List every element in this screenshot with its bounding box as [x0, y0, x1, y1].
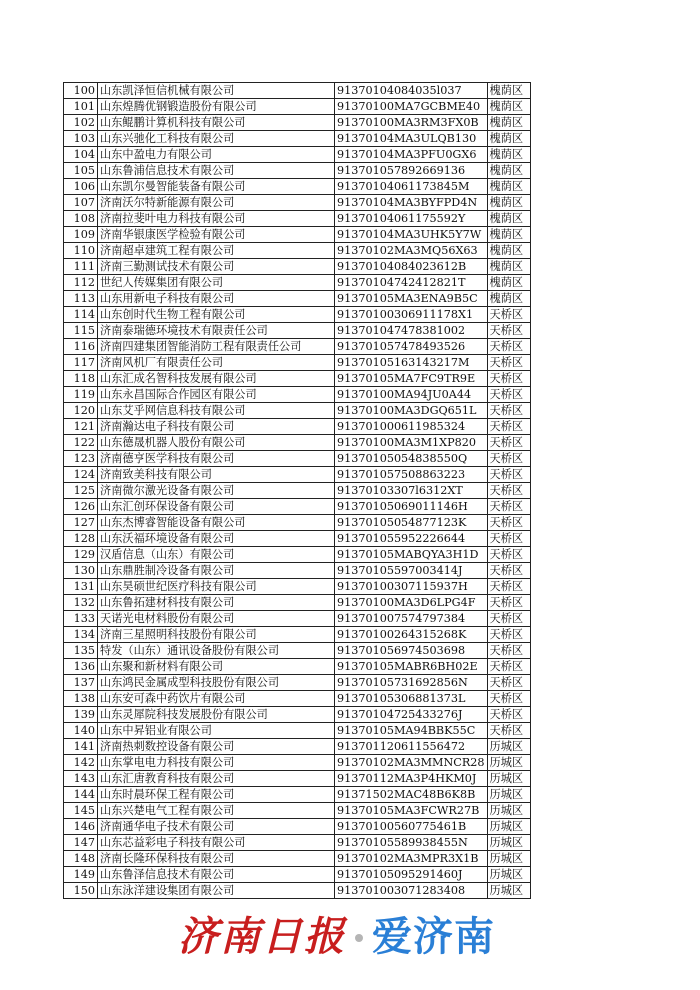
- credit-code: 913701057892669136: [335, 163, 488, 179]
- company-name: 山东中昇铝业有限公司: [98, 723, 335, 739]
- row-number: 101: [64, 99, 98, 115]
- row-number: 143: [64, 771, 98, 787]
- credit-code: 91370100MA94JU0A44: [335, 387, 488, 403]
- table-row: [64, 451, 531, 467]
- row-number: 149: [64, 867, 98, 883]
- row-number: 127: [64, 515, 98, 531]
- company-name: 济南微尔激光设备有限公司: [98, 483, 335, 499]
- row-number: 106: [64, 179, 98, 195]
- credit-code: 913701120611556472: [335, 739, 488, 755]
- district: 历城区: [487, 755, 530, 771]
- table-row: [64, 195, 531, 211]
- credit-code: 91370105589938455N: [335, 835, 488, 851]
- table-row: [64, 259, 531, 275]
- credit-code: 913701007574797384: [335, 611, 488, 627]
- company-name: 山东灵犀院科技发展股份有限公司: [98, 707, 335, 723]
- table-row: [64, 739, 531, 755]
- company-name: 汉盾信息（山东）有限公司: [98, 547, 335, 563]
- row-number: 134: [64, 627, 98, 643]
- row-number: 128: [64, 531, 98, 547]
- credit-code: 91370104MA3BYFPD4N: [335, 195, 488, 211]
- credit-code: 91370100MA3M1XP820: [335, 435, 488, 451]
- row-number: 145: [64, 803, 98, 819]
- credit-code: 91370100264315268K: [335, 627, 488, 643]
- district: 槐荫区: [487, 83, 530, 99]
- company-name: 山东兴驰化工科技有限公司: [98, 131, 335, 147]
- table-row: [64, 131, 531, 147]
- district: 天桥区: [487, 403, 530, 419]
- row-number: 147: [64, 835, 98, 851]
- credit-code: 913701057478493526: [335, 339, 488, 355]
- district: 槐荫区: [487, 259, 530, 275]
- row-number: 121: [64, 419, 98, 435]
- row-number: 137: [64, 675, 98, 691]
- credit-code: 91370102MA3MMNCR28: [335, 755, 488, 771]
- row-number: 117: [64, 355, 98, 371]
- district: 历城区: [487, 867, 530, 883]
- credit-code: 91370103307l6312XT: [335, 483, 488, 499]
- company-name: 山东德晟机器人股份有限公司: [98, 435, 335, 451]
- company-name: 特发（山东）通讯设备股份有限公司: [98, 643, 335, 659]
- company-name: 济南华银康医学检验有限公司: [98, 227, 335, 243]
- district: 天桥区: [487, 499, 530, 515]
- row-number: 124: [64, 467, 98, 483]
- company-name: 山东鸿民金属成型科技股份有限公司: [98, 675, 335, 691]
- credit-code: 91370105MA94BBK55C: [335, 723, 488, 739]
- district: 天桥区: [487, 387, 530, 403]
- company-name: 济南通华电子技术有限公司: [98, 819, 335, 835]
- company-name: 山东凯尔曼智能装备有限公司: [98, 179, 335, 195]
- company-name: 山东聚和新材料有限公司: [98, 659, 335, 675]
- company-name: 山东沃福环境设备有限公司: [98, 531, 335, 547]
- row-number: 123: [64, 451, 98, 467]
- district: 天桥区: [487, 483, 530, 499]
- table-row: [64, 483, 531, 499]
- row-number: 110: [64, 243, 98, 259]
- credit-code: 91370100560775461B: [335, 819, 488, 835]
- company-name: 世纪人传媒集团有限公司: [98, 275, 335, 291]
- company-name: 济南超卓建筑工程有限公司: [98, 243, 335, 259]
- credit-code: 91370105069011146H: [335, 499, 488, 515]
- table-row: [64, 307, 531, 323]
- credit-code: 91370112MA3P4HKM0J: [335, 771, 488, 787]
- company-name: 济南致美科技有限公司: [98, 467, 335, 483]
- credit-code: 91370104061173845M: [335, 179, 488, 195]
- credit-code: 91370105095291460J: [335, 867, 488, 883]
- district: 天桥区: [487, 467, 530, 483]
- district: 槐荫区: [487, 195, 530, 211]
- ai-jinan-logo: 爱济南: [372, 913, 495, 960]
- company-name: 济南长隆环保科技有限公司: [98, 851, 335, 867]
- credit-code: 91370105054877123K: [335, 515, 488, 531]
- table-row: [64, 835, 531, 851]
- table-row: [64, 275, 531, 291]
- credit-code: 913701003071283408: [335, 883, 488, 899]
- company-name: 山东掌电电力科技有限公司: [98, 755, 335, 771]
- row-number: 116: [64, 339, 98, 355]
- credit-code: 91370100306911178X1: [335, 307, 488, 323]
- row-number: 120: [64, 403, 98, 419]
- table-row: [64, 291, 531, 307]
- district: 天桥区: [487, 627, 530, 643]
- company-name: 山东芯益彩电子科技有限公司: [98, 835, 335, 851]
- table-row: [64, 771, 531, 787]
- district: 槐荫区: [487, 243, 530, 259]
- table-row: [64, 147, 531, 163]
- row-number: 135: [64, 643, 98, 659]
- table-row: [64, 627, 531, 643]
- district: 天桥区: [487, 355, 530, 371]
- table-row: [64, 163, 531, 179]
- table-row: [64, 675, 531, 691]
- company-name: 山东鲁浦信息技术有限公司: [98, 163, 335, 179]
- table-row: [64, 723, 531, 739]
- credit-code: 91370105597003414J: [335, 563, 488, 579]
- table-row: [64, 515, 531, 531]
- district: 槐荫区: [487, 163, 530, 179]
- table-row: [64, 467, 531, 483]
- credit-code: 913701047478381002: [335, 323, 488, 339]
- row-number: 113: [64, 291, 98, 307]
- district: 历城区: [487, 835, 530, 851]
- row-number: 142: [64, 755, 98, 771]
- company-name: 山东煌腾优钢锻造股份有限公司: [98, 99, 335, 115]
- district: 槐荫区: [487, 99, 530, 115]
- company-name: 山东泳洋建设集团有限公司: [98, 883, 335, 899]
- credit-code: 91370105MABR6BH02E: [335, 659, 488, 675]
- row-number: 100: [64, 83, 98, 99]
- jinan-daily-logo: 济南日报: [178, 912, 346, 960]
- company-name: 济南拉斐叶电力科技有限公司: [98, 211, 335, 227]
- company-name: 山东创时代生物工程有限公司: [98, 307, 335, 323]
- credit-code: 91370105054838550Q: [335, 451, 488, 467]
- table-row: [64, 579, 531, 595]
- credit-code: 91370104084023612B: [335, 259, 488, 275]
- table-row: [64, 563, 531, 579]
- row-number: 108: [64, 211, 98, 227]
- company-name: 济南瀚达电子科技有限公司: [98, 419, 335, 435]
- table-row: [64, 179, 531, 195]
- row-number: 115: [64, 323, 98, 339]
- table-row: [64, 595, 531, 611]
- table-row: [64, 419, 531, 435]
- company-name: 济南风机厂有限责任公司: [98, 355, 335, 371]
- credit-code: 91370104084035l037: [335, 83, 488, 99]
- table-row: [64, 99, 531, 115]
- row-number: 107: [64, 195, 98, 211]
- row-number: 131: [64, 579, 98, 595]
- district: 槐荫区: [487, 275, 530, 291]
- credit-code: 91370102MA3MPR3X1B: [335, 851, 488, 867]
- company-name: 山东汇创环保设备有限公司: [98, 499, 335, 515]
- district: 历城区: [487, 787, 530, 803]
- table-row: [64, 403, 531, 419]
- company-name: 山东昊硕世纪医疗科技有限公司: [98, 579, 335, 595]
- district: 天桥区: [487, 595, 530, 611]
- district: 槐荫区: [487, 291, 530, 307]
- credit-code: 91370104MA3ULQB130: [335, 131, 488, 147]
- row-number: 104: [64, 147, 98, 163]
- district: 槐荫区: [487, 115, 530, 131]
- credit-code: 91370104725433276J: [335, 707, 488, 723]
- table-row: [64, 435, 531, 451]
- district: 槐荫区: [487, 179, 530, 195]
- credit-code: 91370104742412821T: [335, 275, 488, 291]
- district: 历城区: [487, 739, 530, 755]
- table-row: [64, 643, 531, 659]
- credit-code: 91370100MA3D6LPG4F: [335, 595, 488, 611]
- table-row: [64, 227, 531, 243]
- table-row: [64, 499, 531, 515]
- logo-separator-dot: [355, 934, 363, 942]
- table-row: [64, 339, 531, 355]
- district: 历城区: [487, 819, 530, 835]
- footer-logo: [178, 905, 528, 961]
- credit-code: 91370105MA7FC9TR9E: [335, 371, 488, 387]
- table-body: [64, 83, 531, 899]
- district: 天桥区: [487, 307, 530, 323]
- table-row: [64, 803, 531, 819]
- row-number: 136: [64, 659, 98, 675]
- company-name: 山东杰博睿智能设备有限公司: [98, 515, 335, 531]
- company-name: 山东凯泽恒信机械有限公司: [98, 83, 335, 99]
- row-number: 138: [64, 691, 98, 707]
- credit-code: 91370102MA3MQ56X63: [335, 243, 488, 259]
- row-number: 129: [64, 547, 98, 563]
- credit-code: 91370100MA7GCBME40: [335, 99, 488, 115]
- table-row: [64, 243, 531, 259]
- table-row: [64, 83, 531, 99]
- row-number: 150: [64, 883, 98, 899]
- credit-code: 91370100307115937H: [335, 579, 488, 595]
- credit-code: 91370104MA3UHK5Y7W: [335, 227, 488, 243]
- row-number: 140: [64, 723, 98, 739]
- company-name: 山东时晨环保工程有限公司: [98, 787, 335, 803]
- enterprise-list-table: [63, 82, 531, 899]
- row-number: 126: [64, 499, 98, 515]
- table-row: [64, 707, 531, 723]
- district: 天桥区: [487, 451, 530, 467]
- company-name: 山东用新电子科技有限公司: [98, 291, 335, 307]
- district: 槐荫区: [487, 227, 530, 243]
- row-number: 118: [64, 371, 98, 387]
- row-number: 144: [64, 787, 98, 803]
- company-name: 济南泰瑞德环境技术有限责任公司: [98, 323, 335, 339]
- table-row: [64, 755, 531, 771]
- credit-code: 913701057508863223: [335, 467, 488, 483]
- company-name: 山东鼎胜制冷设备有限公司: [98, 563, 335, 579]
- credit-code: 91370105306881373L: [335, 691, 488, 707]
- row-number: 148: [64, 851, 98, 867]
- company-name: 济南三星照明科技股份有限公司: [98, 627, 335, 643]
- district: 天桥区: [487, 675, 530, 691]
- district: 天桥区: [487, 371, 530, 387]
- table-row: [64, 867, 531, 883]
- row-number: 141: [64, 739, 98, 755]
- table-row: [64, 819, 531, 835]
- table-row: [64, 547, 531, 563]
- district: 天桥区: [487, 691, 530, 707]
- district: 天桥区: [487, 435, 530, 451]
- company-name: 山东艾乎网信息科技有限公司: [98, 403, 335, 419]
- company-name: 济南德亨医学科技有限公司: [98, 451, 335, 467]
- row-number: 105: [64, 163, 98, 179]
- row-number: 125: [64, 483, 98, 499]
- district: 天桥区: [487, 515, 530, 531]
- table-row: [64, 883, 531, 899]
- credit-code: 91370104061175592Y: [335, 211, 488, 227]
- credit-code: 91370100MA3DGQ651L: [335, 403, 488, 419]
- table-row: [64, 659, 531, 675]
- table-row: [64, 787, 531, 803]
- row-number: 122: [64, 435, 98, 451]
- credit-code: 91370105731692856N: [335, 675, 488, 691]
- district: 天桥区: [487, 531, 530, 547]
- company-name: 山东汇唐教育科技有限公司: [98, 771, 335, 787]
- row-number: 111: [64, 259, 98, 275]
- district: 天桥区: [487, 707, 530, 723]
- district: 天桥区: [487, 643, 530, 659]
- company-name: 山东汇成名智科技发展有限公司: [98, 371, 335, 387]
- credit-code: 913701056974503698: [335, 643, 488, 659]
- district: 天桥区: [487, 339, 530, 355]
- table-row: [64, 851, 531, 867]
- credit-code: 913701000611985324: [335, 419, 488, 435]
- district: 天桥区: [487, 579, 530, 595]
- credit-code: 91370105MABQYA3H1D: [335, 547, 488, 563]
- district: 历城区: [487, 803, 530, 819]
- credit-code: 913701055952226644: [335, 531, 488, 547]
- table-row: [64, 211, 531, 227]
- table-row: [64, 371, 531, 387]
- table-row: [64, 531, 531, 547]
- row-number: 132: [64, 595, 98, 611]
- district: 历城区: [487, 771, 530, 787]
- district: 天桥区: [487, 547, 530, 563]
- company-name: 山东安可森中药饮片有限公司: [98, 691, 335, 707]
- district: 槐荫区: [487, 211, 530, 227]
- credit-code: 91370104MA3PFU0GX6: [335, 147, 488, 163]
- district: 天桥区: [487, 723, 530, 739]
- credit-code: 91370100MA3RM3FX0B: [335, 115, 488, 131]
- row-number: 130: [64, 563, 98, 579]
- district: 历城区: [487, 851, 530, 867]
- credit-code: 91370105MA3ENA9B5C: [335, 291, 488, 307]
- credit-code: 91370105163143217M: [335, 355, 488, 371]
- district: 天桥区: [487, 611, 530, 627]
- company-name: 济南沃尔特新能源有限公司: [98, 195, 335, 211]
- row-number: 119: [64, 387, 98, 403]
- row-number: 114: [64, 307, 98, 323]
- table-row: [64, 387, 531, 403]
- row-number: 146: [64, 819, 98, 835]
- company-name: 山东兴楚电气工程有限公司: [98, 803, 335, 819]
- row-number: 103: [64, 131, 98, 147]
- table-row: [64, 691, 531, 707]
- district: 天桥区: [487, 563, 530, 579]
- credit-code: 91371502MAC48B6K8B: [335, 787, 488, 803]
- company-name: 山东中盈电力有限公司: [98, 147, 335, 163]
- company-name: 天诺光电材料股份有限公司: [98, 611, 335, 627]
- row-number: 139: [64, 707, 98, 723]
- row-number: 112: [64, 275, 98, 291]
- district: 天桥区: [487, 659, 530, 675]
- row-number: 109: [64, 227, 98, 243]
- company-name: 济南热刺数控设备有限公司: [98, 739, 335, 755]
- company-name: 济南三勤测试技术有限公司: [98, 259, 335, 275]
- district: 天桥区: [487, 419, 530, 435]
- company-name: 山东鲁泽信息技术有限公司: [98, 867, 335, 883]
- row-number: 102: [64, 115, 98, 131]
- company-name: 山东鲁拓建材科技有限公司: [98, 595, 335, 611]
- district: 槐荫区: [487, 131, 530, 147]
- table-row: [64, 355, 531, 371]
- table-row: [64, 611, 531, 627]
- credit-code: 91370105MA3FCWR27B: [335, 803, 488, 819]
- table-row: [64, 323, 531, 339]
- company-name: 济南四建集团智能消防工程有限责任公司: [98, 339, 335, 355]
- company-name: 山东鲲鹏计算机科技有限公司: [98, 115, 335, 131]
- district: 历城区: [487, 883, 530, 899]
- row-number: 133: [64, 611, 98, 627]
- company-name: 山东永昌国际合作园区有限公司: [98, 387, 335, 403]
- table-row: [64, 115, 531, 131]
- district: 槐荫区: [487, 147, 530, 163]
- district: 天桥区: [487, 323, 530, 339]
